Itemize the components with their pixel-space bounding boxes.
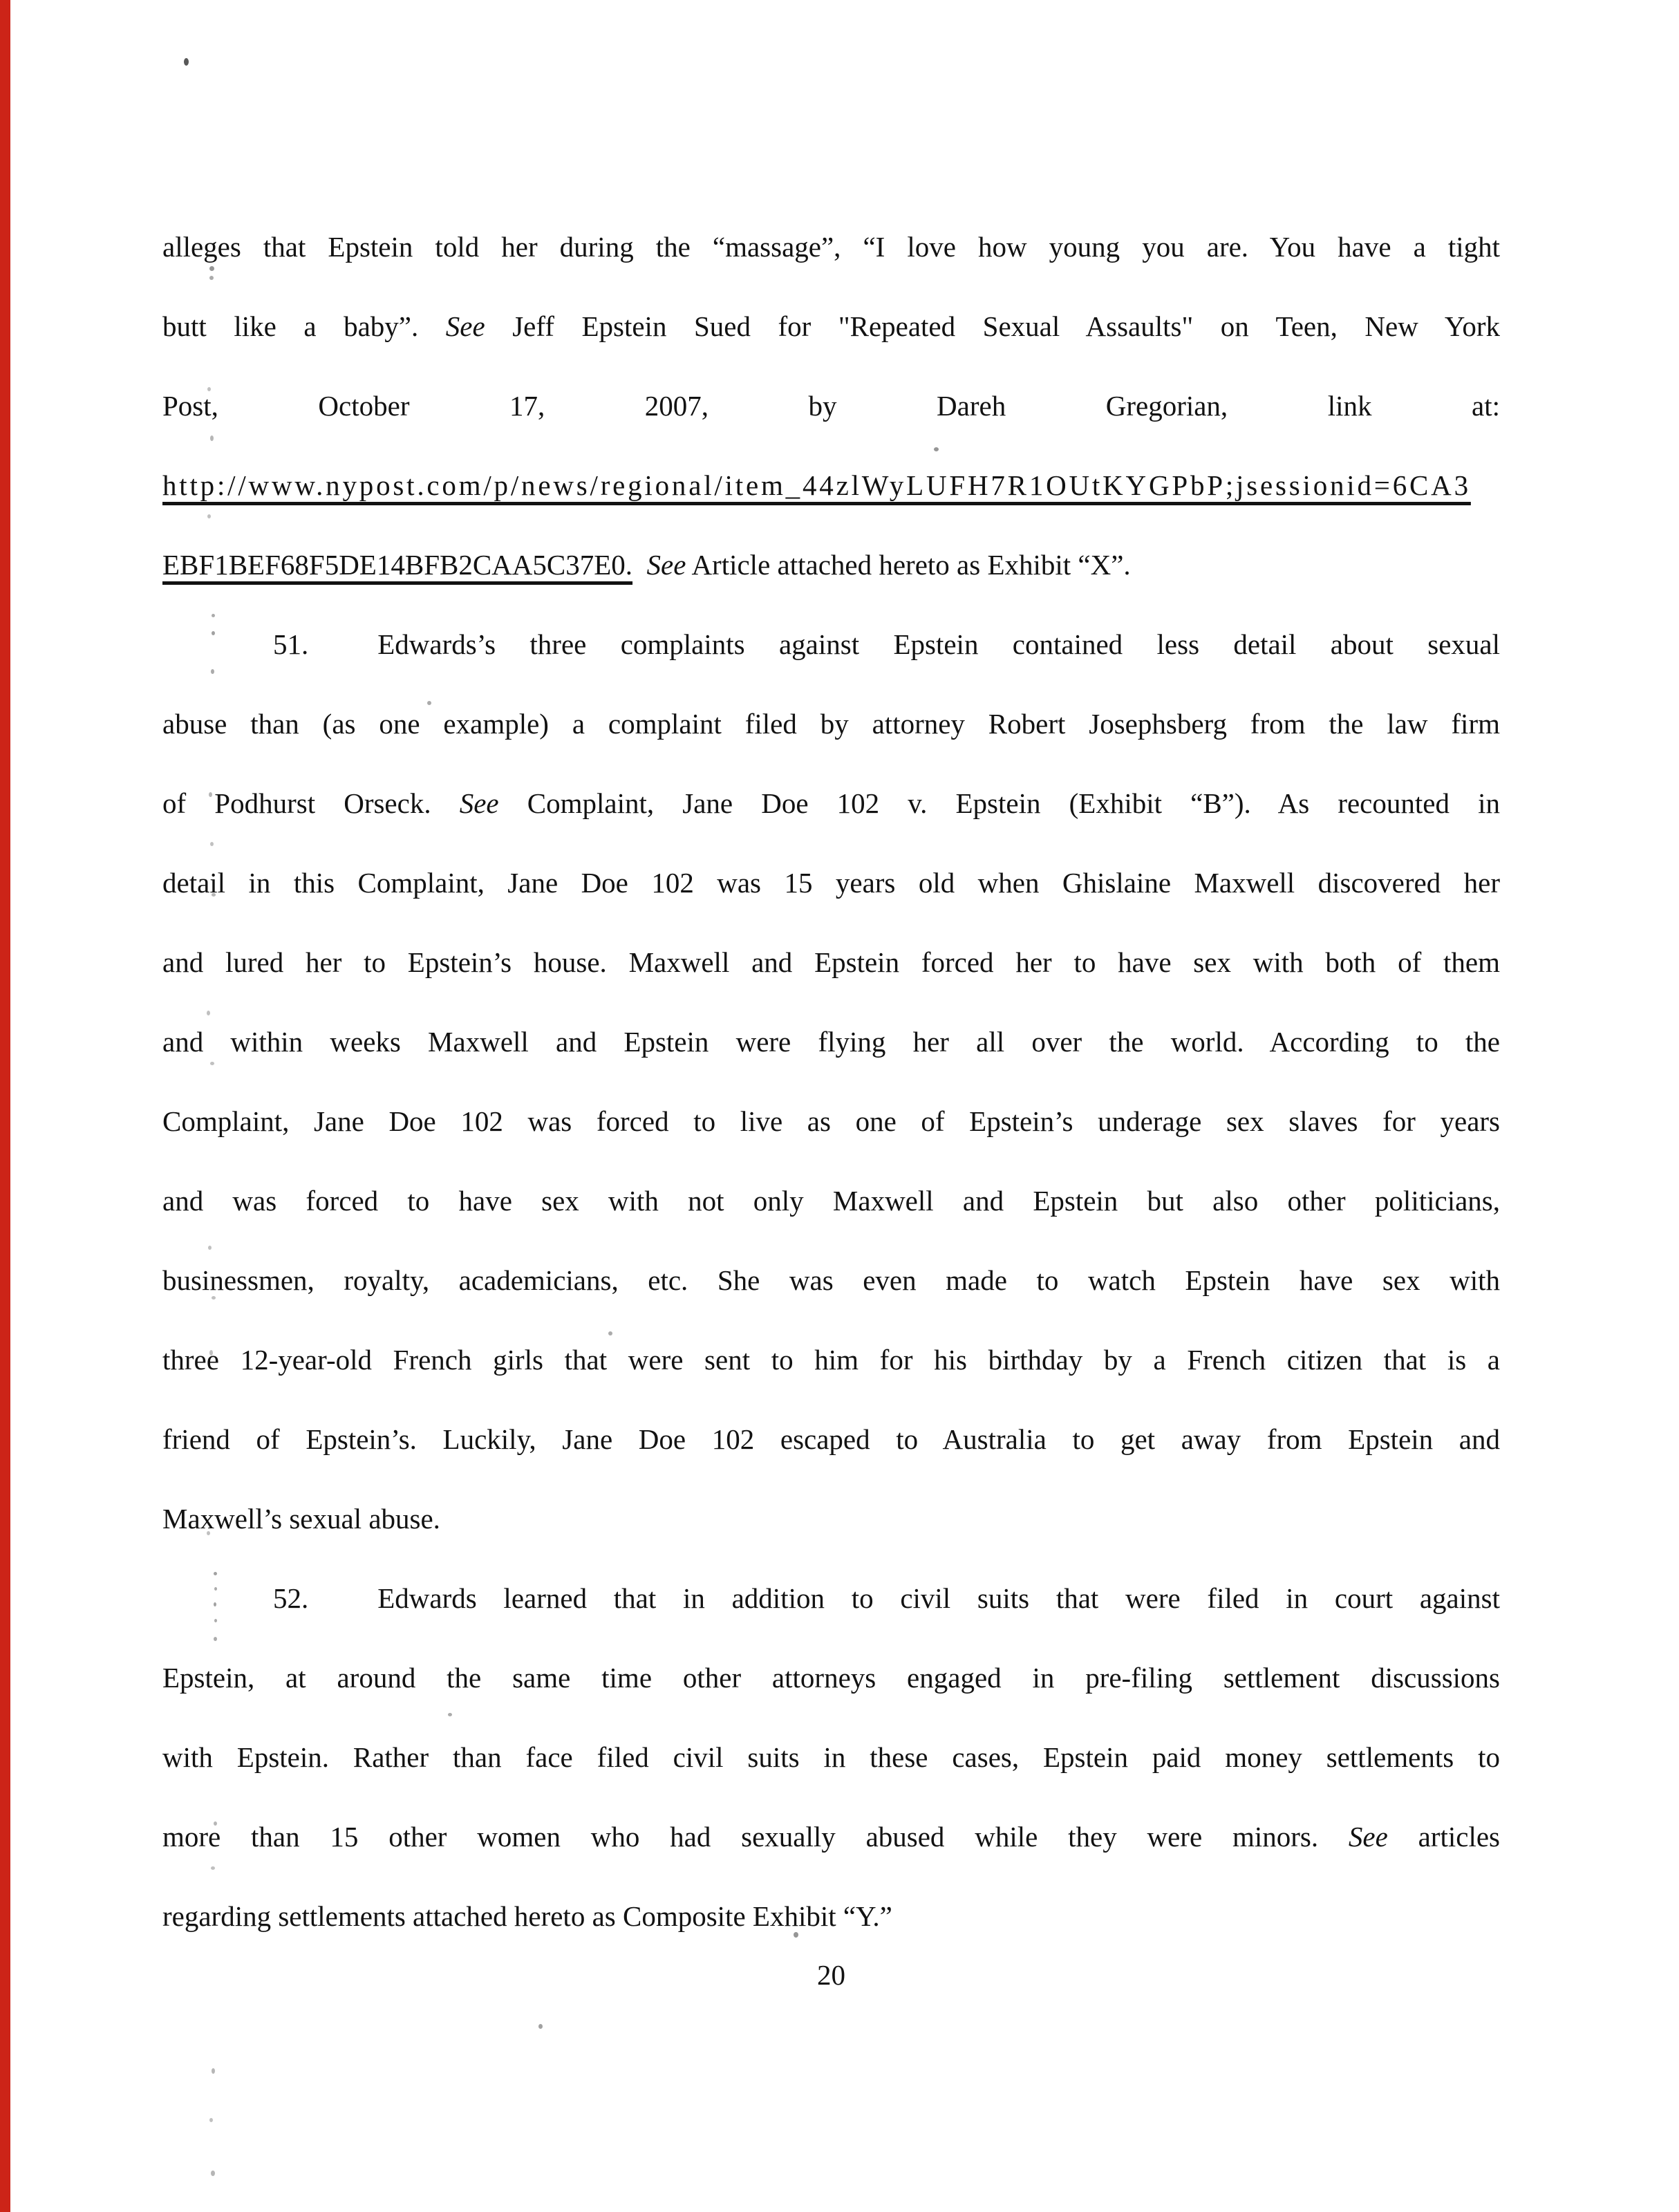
scan-noise-dot <box>934 447 939 451</box>
body-text: alleges that Epstein told her during the “massage”, “I love how young you are. You have a tight <box>162 231 1500 263</box>
scan-noise-dot <box>212 614 215 617</box>
scan-noise-dot <box>211 2171 215 2176</box>
para-52-line-3 <box>162 1718 1500 1797</box>
para-51-line-9 <box>162 1241 1500 1320</box>
body-text: and within weeks Maxwell and Epstein were flying her all over the world. According to the <box>162 1026 1500 1058</box>
body-text: businessmen, royalty, academicians, etc. She was even made to watch Epstein have sex with <box>162 1264 1500 1296</box>
scan-noise-dot <box>210 1062 214 1065</box>
para-51-line-5 <box>162 923 1500 1002</box>
scan-noise-dot <box>184 58 189 66</box>
body-text: and lured her to Epstein’s house. Maxwell and Epstein forced her to have sex with both of them <box>162 946 1500 978</box>
para-52-line-4 <box>162 1797 1500 1877</box>
scan-noise-dot <box>212 2068 215 2074</box>
scan-edge-stripe <box>0 0 10 2212</box>
italic-citation-signal: See <box>1348 1821 1388 1853</box>
para-51-line-2 <box>162 684 1500 764</box>
body-text: Epstein, at around the same time other attorneys engaged in pre-filing settlement discussions <box>162 1662 1500 1694</box>
scan-noise-dot <box>211 669 214 674</box>
body-text: of Podhurst Orseck. <box>162 787 460 819</box>
body-text: friend of Epstein’s. Luckily, Jane Doe 102 escaped to Australia to get away from Epstein and <box>162 1423 1500 1455</box>
italic-citation-signal: See <box>445 310 485 342</box>
body-text: butt like a baby”. <box>162 310 446 342</box>
scan-noise-dot <box>209 1350 213 1356</box>
body-text: Post, October 17, 2007, by Dareh Gregorian, link at: <box>162 390 1500 422</box>
scan-noise-dot <box>210 842 214 846</box>
para-51-line-6 <box>162 1002 1500 1082</box>
scan-noise-dot <box>214 1587 217 1591</box>
paragraph-number: 52. <box>273 1582 309 1614</box>
url-line-2 <box>162 525 1500 605</box>
scan-noise-dot <box>209 276 214 280</box>
paragraphs <box>162 207 1500 1956</box>
body-text: articles <box>1387 1821 1500 1853</box>
para-51-line-10 <box>162 1320 1500 1400</box>
body-text: Complaint, Jane Doe 102 v. Epstein (Exhibit “B”). As recounted in <box>498 787 1500 819</box>
para-51-line-1 <box>162 605 1500 684</box>
scan-noise-dot <box>209 792 212 797</box>
body-text: Article attached hereto as Exhibit “X”. <box>686 549 1131 581</box>
italic-citation-signal: See <box>646 549 686 581</box>
underlined-url-text: EBF1BEF68F5DE14BFB2CAA5C37E0. <box>162 549 633 581</box>
scan-noise-dot <box>214 1821 217 1826</box>
italic-citation-signal: See <box>459 787 499 819</box>
scan-noise-dot <box>209 266 214 271</box>
body-text: Maxwell’s sexual abuse. <box>162 1503 440 1535</box>
body-text: regarding settlements attached hereto as Composite Exhibit “Y.” <box>162 1900 892 1932</box>
body-text: Jeff Epstein Sued for "Repeated Sexual Assaults" on Teen, New York <box>485 310 1500 342</box>
body-text: and was forced to have sex with not only Maxwell and Epstein but also other politicians, <box>162 1185 1500 1217</box>
para-51-line-8 <box>162 1161 1500 1241</box>
scan-noise-dot <box>207 387 211 391</box>
paragraph-number: 51. <box>273 628 309 660</box>
scan-noise-dot <box>214 1572 217 1575</box>
scan-noise-dot <box>208 1246 212 1250</box>
body-text: three 12-year-old French girls that were sent to him for his birthday by a French citizen that is a <box>162 1344 1500 1376</box>
scan-noise-dot <box>538 2024 543 2029</box>
scan-noise-dot <box>211 1866 215 1870</box>
scan-noise-dot <box>214 1637 217 1641</box>
scan-noise-dot <box>209 2118 213 2122</box>
body-text: Complaint, Jane Doe 102 was forced to live as one of Epstein’s underage sex slaves for years <box>162 1105 1500 1137</box>
para-51-line-11 <box>162 1400 1500 1479</box>
scan-noise-dot <box>207 1011 210 1015</box>
para-52-line-2 <box>162 1638 1500 1718</box>
document-text-block <box>162 207 1500 1956</box>
para-51-line-4 <box>162 843 1500 923</box>
scan-noise-dot <box>427 701 431 705</box>
para-52-line-1 <box>162 1559 1500 1638</box>
scan-noise-dot <box>608 1331 612 1335</box>
page-number: 20 <box>817 1959 845 1991</box>
para-cont-line-2 <box>162 287 1500 366</box>
body-text <box>632 549 647 581</box>
scan-noise-dot <box>207 514 211 518</box>
body-text: Edwards learned that in addition to civil suits that were filed in court against <box>377 1582 1500 1614</box>
underlined-url-text: http://www.nypost.com/p/news/regional/item_44zlWyLUFH7R1OUtKYGPbP;jsessionid=6CA3 <box>162 469 1471 501</box>
scan-noise-dot <box>210 435 214 441</box>
scan-noise-dot <box>212 1296 216 1300</box>
para-51-line-3 <box>162 764 1500 843</box>
para-cont-line-1 <box>162 207 1500 287</box>
scan-noise-dot <box>207 1531 210 1535</box>
body-text: abuse than (as one example) a complaint filed by attorney Robert Josephsberg from the law firm <box>162 708 1500 740</box>
body-text: Edwards’s three complaints against Epstein contained less detail about sexual <box>377 628 1500 660</box>
scan-noise-dot <box>214 1619 217 1622</box>
para-51-line-12 <box>162 1479 1500 1559</box>
para-51-line-7 <box>162 1082 1500 1161</box>
scan-noise-dot <box>212 893 216 897</box>
body-text: more than 15 other women who had sexually abused while they were minors. <box>162 1821 1349 1853</box>
scan-noise-dot <box>794 1932 798 1938</box>
body-text: detail in this Complaint, Jane Doe 102 was 15 years old when Ghislaine Maxwell discovered her <box>162 867 1500 899</box>
url-line-1 <box>162 446 1500 525</box>
scan-noise-dot <box>214 1602 216 1606</box>
scan-noise-dot <box>212 631 215 635</box>
scan-noise-dot <box>448 1713 452 1716</box>
body-text: with Epstein. Rather than face filed civil suits in these cases, Epstein paid money settlements to <box>162 1741 1500 1773</box>
para-cont-line-3 <box>162 366 1500 446</box>
